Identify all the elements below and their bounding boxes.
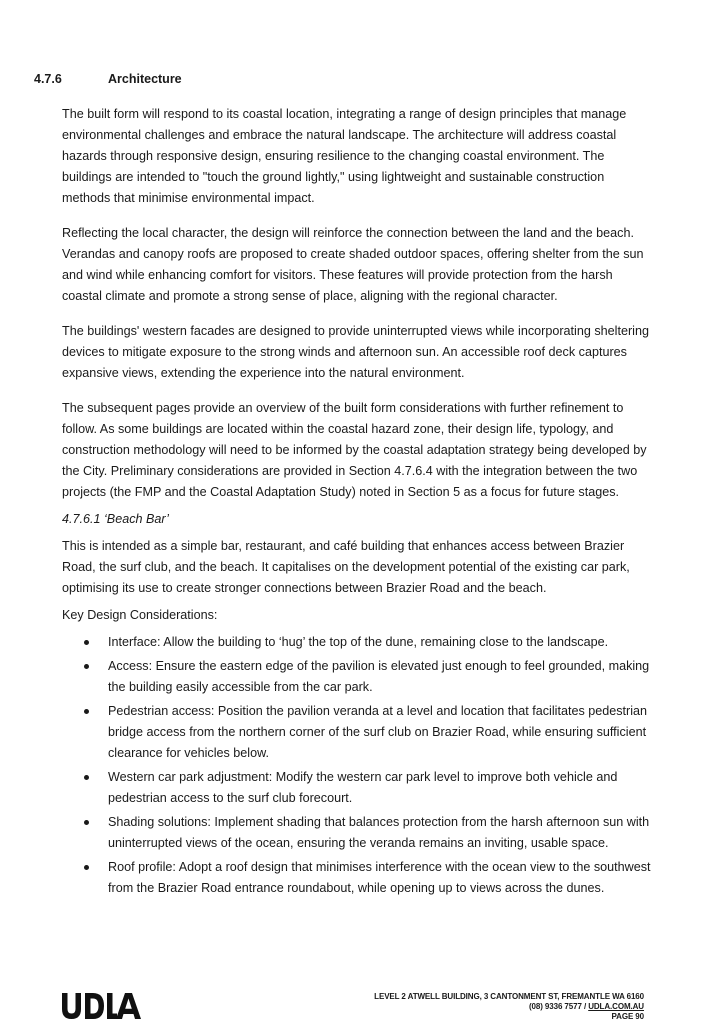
bullet-icon bbox=[84, 865, 89, 870]
section-number: 4.7.6 bbox=[34, 72, 62, 86]
list-item bbox=[62, 632, 652, 653]
paragraph: The subsequent pages provide an overview of the built form considerations with further refinement to follow. As some buildings are located within the coastal hazard zone, their design life, typology, and construction methodology will need to be informed by the coastal adaptation strategy being developed by the City. Preliminary considerations are provided in Section 4.7.6.4 with the integration between the two projects (the FMP and the Coastal Adaptation Study) noted in Section 5 as a focus for future stages. bbox=[62, 401, 647, 499]
footer-address-block bbox=[374, 992, 644, 1022]
list-item bbox=[62, 656, 652, 698]
footer-separator: / bbox=[581, 1002, 589, 1011]
bullet-icon bbox=[84, 820, 89, 825]
bullet-icon bbox=[84, 640, 89, 645]
section-title: Architecture bbox=[108, 72, 182, 86]
list-item bbox=[62, 812, 652, 854]
main-content bbox=[62, 104, 652, 902]
footer-address: LEVEL 2 ATWELL BUILDING, 3 CANTONMENT ST, FREMANTLE WA 6160 bbox=[374, 992, 644, 1001]
list-item-text: Interface: Allow the building to ‘hug’ the top of the dune, remaining close to the landscape. bbox=[108, 635, 609, 649]
footer-website-link[interactable]: UDLA.COM.AU bbox=[588, 1002, 644, 1011]
footer-phone: (08) 9336 7577 bbox=[528, 1002, 582, 1011]
list-item-text: Access: Ensure the eastern edge of the pavilion is elevated just enough to feel grounded, making the building easily accessible from the car park. bbox=[108, 659, 650, 694]
bullet-icon bbox=[84, 664, 89, 669]
subsection-title: 4.7.6.1 ‘Beach Bar’ bbox=[62, 512, 169, 526]
udla-logo bbox=[62, 990, 144, 1020]
design-considerations-list bbox=[62, 632, 652, 899]
paragraph: The built form will respond to its coastal location, integrating a range of design principles that manage environmental challenges and embrace the natural landscape. The architecture will address coastal hazards through responsive design, ensuring resilience to the changing coastal environment. The buildings are intended to "touch the ground lightly," using lightweight and sustainable construction methods that minimise environmental impact. bbox=[62, 107, 627, 205]
page-number: PAGE 90 bbox=[611, 1012, 644, 1021]
list-item-text: Shading solutions: Implement shading that balances protection from the harsh afternoon sun with uninterrupted views of the ocean, ensuring the veranda remains an inviting, usable space. bbox=[108, 815, 650, 850]
list-item bbox=[62, 857, 652, 899]
paragraph: The buildings' western facades are designed to provide uninterrupted views while incorporating sheltering devices to mitigate exposure to the strong winds and afternoon sun. An accessible roof deck captures expansive views, extending the experience into the natural environment. bbox=[62, 324, 649, 380]
list-item bbox=[62, 701, 652, 764]
bullet-icon bbox=[84, 709, 89, 714]
list-item bbox=[62, 767, 652, 809]
list-item-text: Western car park adjustment: Modify the western car park level to improve both vehicle and pedestrian access to the surf club forecourt. bbox=[108, 770, 618, 805]
subsection-intro: This is intended as a simple bar, restaurant, and café building that enhances access between Brazier Road, the surf club, and the beach. It capitalises on the development potential of the existing car park, optimising its use to create stronger connections between Brazier Road and the beach. bbox=[62, 539, 630, 595]
list-item-text: Roof profile: Adopt a roof design that minimises interference with the ocean view to the southwest from the Brazier Road entrance roundabout, while opening up to views across the dunes. bbox=[108, 860, 651, 895]
list-label: Key Design Considerations: bbox=[62, 608, 218, 622]
paragraph: Reflecting the local character, the design will reinforce the connection between the land and the beach. Verandas and canopy roofs are proposed to create shaded outdoor spaces, offering shelter from the sun and wind while enhancing comfort for visitors. These features will provide protection from the harsh coastal climate and promote a strong sense of place, aligning with the regional character. bbox=[62, 226, 644, 303]
list-item-text: Pedestrian access: Position the pavilion veranda at a level and location that facilitates pedestrian bridge access from the northern corner of the surf club on Brazier Road, while ensuring sufficient clearance for vehicles below. bbox=[108, 704, 648, 760]
bullet-icon bbox=[84, 775, 89, 780]
footer-contact bbox=[374, 1002, 644, 1012]
section-heading bbox=[34, 72, 182, 86]
